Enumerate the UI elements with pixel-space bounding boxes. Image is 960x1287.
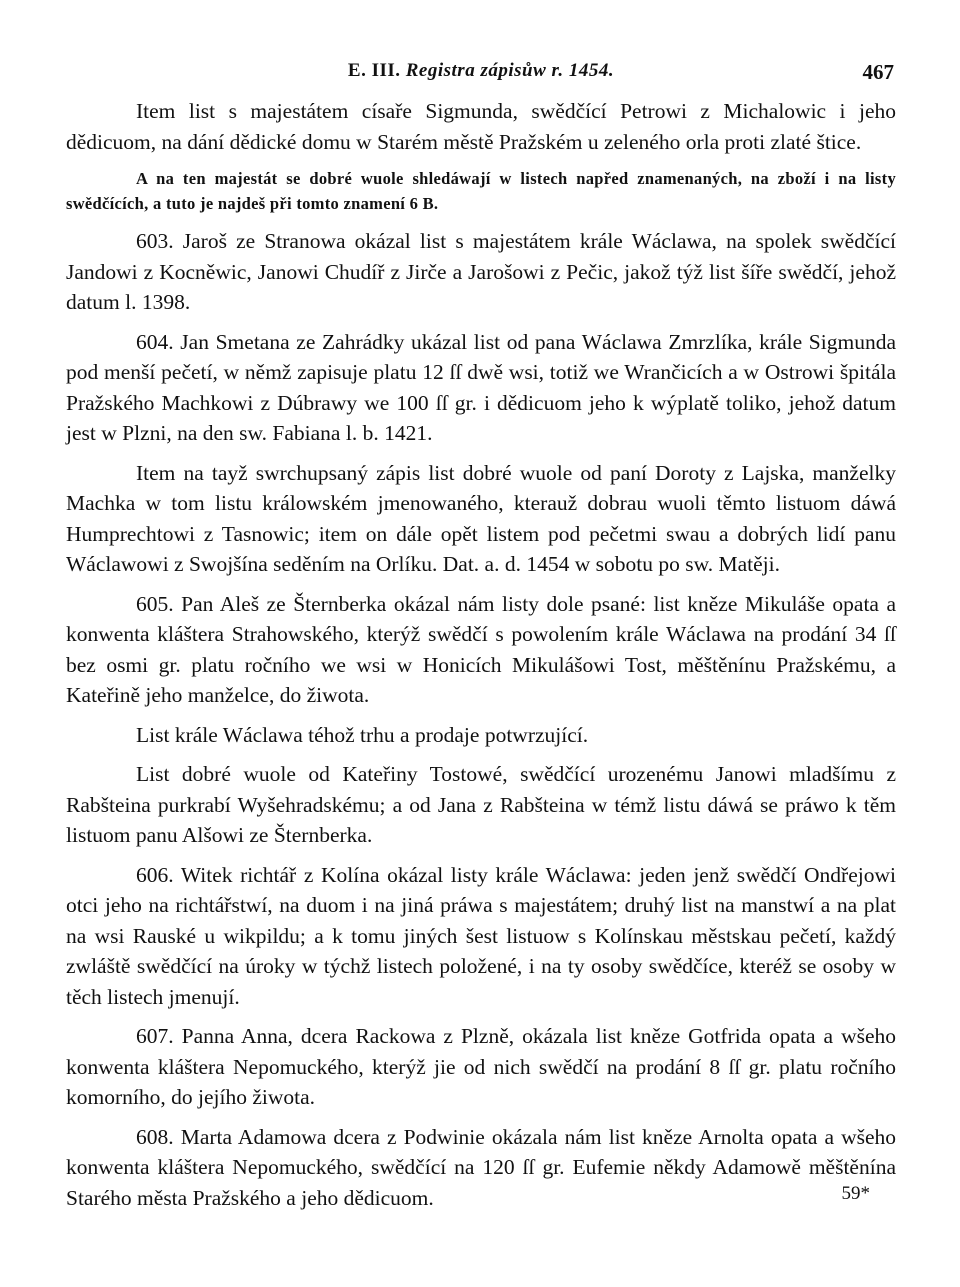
printer-signature-mark: 59* [841,1183,870,1204]
paragraph-text: Jan Smetana ze Zahrádky ukázal list od pana Wáclawa Zmrzlíka, krále Sigmunda pod menší pečetí, w němž zapisuje platu 12 ſſ dwě wsi, totiž we Wrančicích a w Ostrowi špitála Pražského Machkowi z Dúbrawy we 100 ſſ gr. i dědicuom jeho k wýplatě toliko, jehož datum jest w Plzni, na den sw. Fabiana l. b. 1421. [66,329,897,445]
paragraph-text: List krále Wáclawa téhož trhu a prodaje potwrzující. [136,722,589,747]
header-title: Registra zápisůw r. 1454. [405,60,615,81]
entry-606 [66,860,896,1013]
entry-603 [66,226,896,318]
paragraph-text: Witek richtář z Kolína okázal listy krále Wáclawa: jeden jenž swědčí Ondřejowi otci jeho na richtářstwí, na duom i na jiná práwa s majestátem; druhý list na manstwí a na plat na wsi Rauské u wikpildu; a k tomu jiných šest listuow s Kolínskau městskau pečetí, každý zwláště swědčící na úroky w týchž listech položené, i na ty osoby swědčíce, kteréž se osoby w těch listech jmenují. [66,862,896,1009]
header-chapter: E. III. [347,60,401,81]
running-header [66,60,896,88]
paragraph-text: Item list s majestátem císaře Sigmunda, swědčící Petrowi z Michalowic i jeho dědicuom, na dání dědické domu w Starém městě Pražském u zeleného orla proti zlaté štice. [66,99,896,154]
paragraph-text: Item na tayž swrchupsaný zápis list dobré wuole od paní Doroty z Lajska, manželky Machka w tom listu králowském jmenowaného, kterauž dobrau wuoli těmto listuom dáwá Humprechtowi z Tasnowic; item on dále opět listem pod pečetmi swau a dobrých lidí panu Wáclawowi z Swojšína seděním na Orlíku. Dat. a. d. 1454 w sobotu po sw. Matěji. [66,460,896,576]
page-number: 467 [862,60,894,84]
body-text [66,96,896,1222]
header-title-line [66,60,896,82]
paragraph-list-krale [66,720,896,751]
paragraph-text: Panna Anna, dcera Rackowa z Plzně, okázala list kněze Gotfrida opata a wšeho konwenta kláštera Nepomuckého, kterýž jie od nich swědčí na prodání 8 ſſ gr. platu ročního komorního, do jejího žiwota. [66,1024,897,1109]
paragraph-list-dobre-wuole [66,759,896,851]
paragraph-text: Pan Aleš ze Šternberka okázal nám listy dole psané: list kněze Mikuláše opata a konwenta kláštera Strahowského, kterýž swědčí s powolením krále Wáclawa na prodání 34 ſſ bez osmi gr. platu ročního we wsi w Honicích Mikulášowi Tost, měštěnínu Pražskému, a Kateřině jeho manželce, do žiwota. [66,591,897,707]
entry-number: 607. [136,1024,174,1048]
entry-number: 605. [136,591,174,616]
paragraph-note [66,166,896,216]
entry-number: 604. [136,329,174,354]
entry-604 [66,327,896,449]
entry-number: 608. [136,1124,174,1149]
entry-607 [66,1021,896,1113]
paragraph-text: Marta Adamowa dcera z Podwinie okázala nám list kněze Arnolta opata a wšeho konwenta kláštera Nepomuckého, swědčící na 120 ſſ gr. Eufemie někdy Adamowě měštěnína Starého města Pražského a jeho dědicuom. [66,1124,897,1210]
paragraph-text: A na ten majestát se dobré wuole shledáwají w listech napřed znamenaných, na zboží i na listy swědčících, a tuto je najdeš při tomto znamení 6 B. [66,169,896,213]
entry-608 [66,1122,896,1214]
paragraph-item-zapis [66,458,896,580]
document-page [66,0,896,1287]
paragraph-item-majestat [66,96,896,157]
entry-number: 603. [136,229,174,253]
entry-605 [66,589,896,711]
paragraph-text: Jaroš ze Stranowa okázal list s majestátem krále Wáclawa, na spolek swědčící Jandowi z Kocněwic, Janowi Chudíř z Jirče a Jarošowi z Pečic, jakož týž list šíře swědčí, jehož datum l. 1398. [66,229,896,314]
entry-number: 606. [136,862,174,887]
paragraph-text: List dobré wuole od Kateřiny Tostowé, swědčící urozenému Janowi mladšímu z Rabšteina purkrabí Wyšehradskému; a od Jana z Rabšteina w témž listu dáwá se práwo k těm listuom panu Alšowi ze Šternberka. [66,762,896,847]
